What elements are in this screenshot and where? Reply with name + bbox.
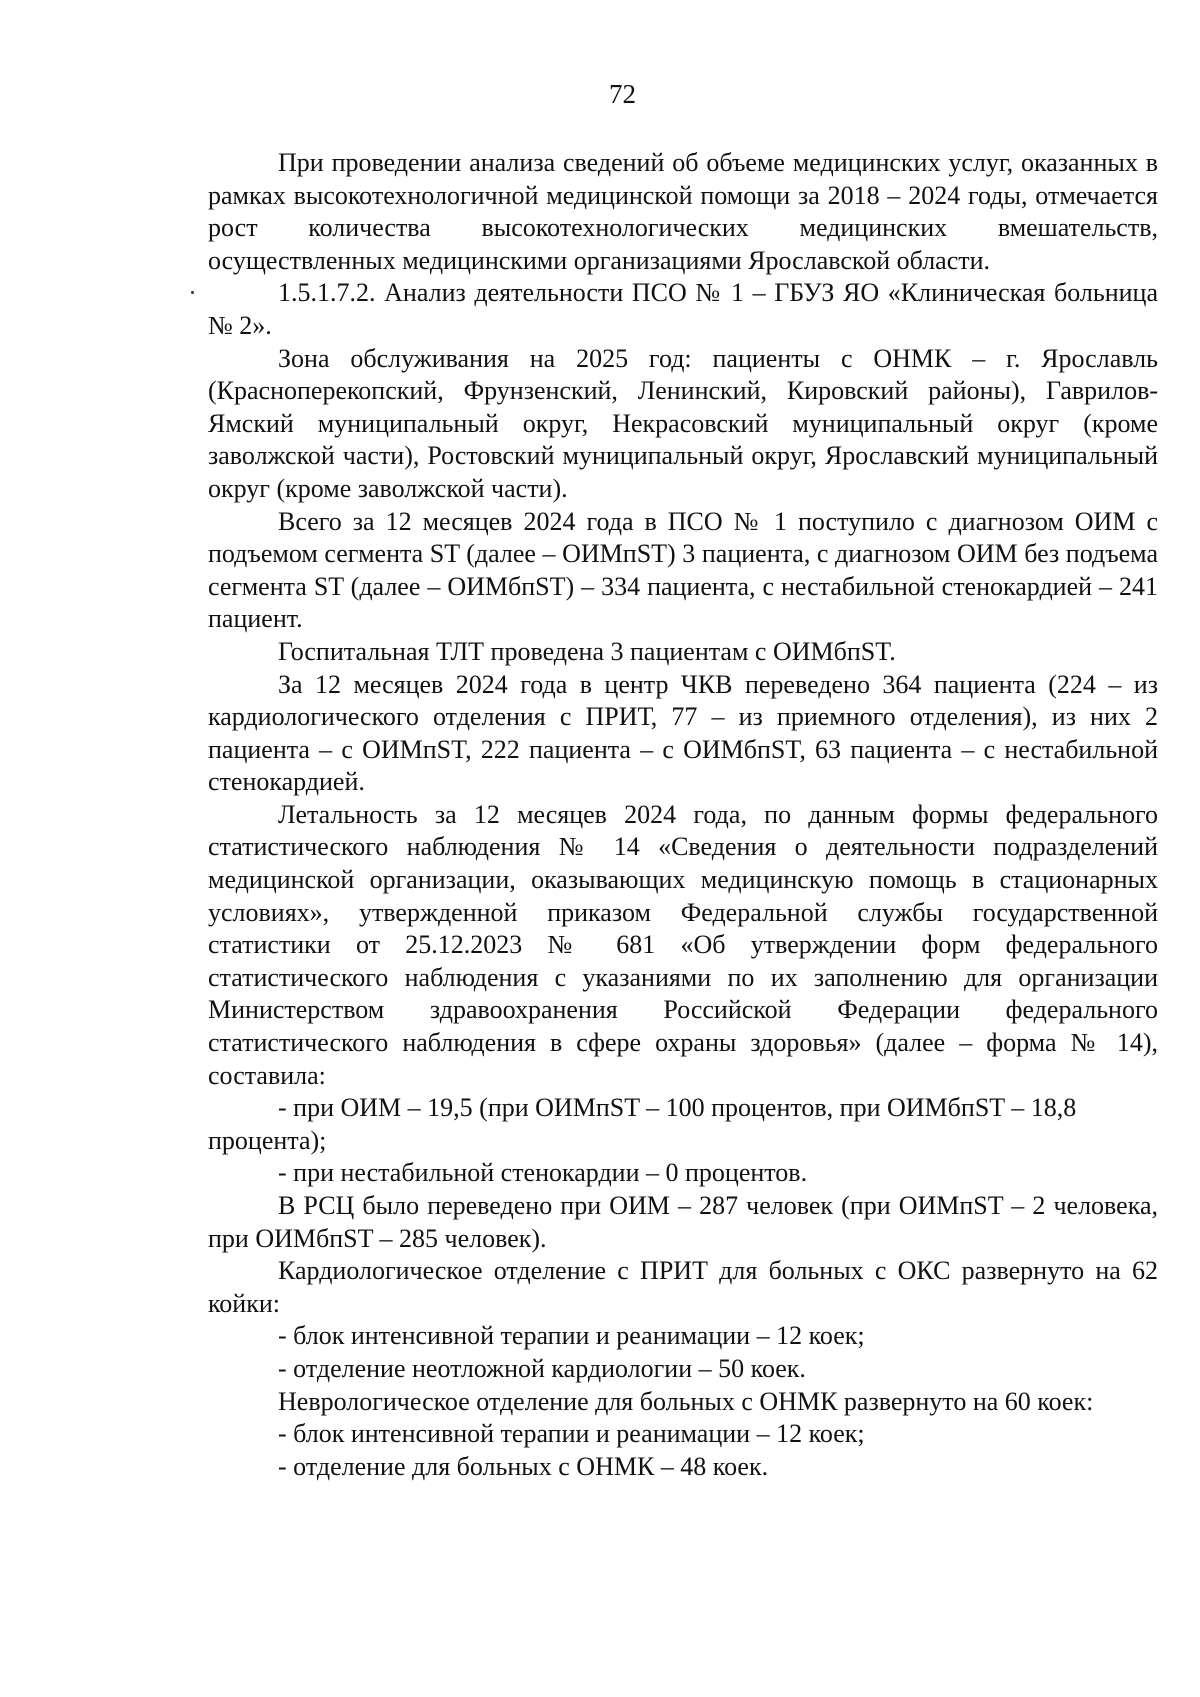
paragraph-mortality: Летальность за 12 месяцев 2024 года, по данным формы федерального статистического наблюдения № 14 «Сведения о деятельности подразделений медицинской организации, оказывающих медицинскую помощь в стационарных условиях», утвержденной приказом Федеральной службы государственной статистики от 25.12.2023 № 681 «Об утверждении форм федерального статистического наблюдения с указаниями по их заполнению для организации Министерством здравоохранения Российской Федерации федерального статистического наблюдения в сфере охраны здоровья» (далее – форма № 14), составила: <box>208 799 1158 1090</box>
paragraph-admissions: Всего за 12 месяцев 2024 года в ПСО № 1 поступило с диагнозом ОИМ с подъемом сегмента ST (далее – ОИМпST) 3 пациента, с диагнозом ОИМ без подъема сегмента ST (далее – ОИМбпST) – 334 пациента, с нестабильной стенокардией – 241 пациент. <box>208 506 1158 634</box>
list-item-stroke-beds: - отделение для больных с ОНМК – 48 коек. <box>278 1451 769 1481</box>
paragraph-service-zone: Зона обслуживания на 2025 год: пациенты с ОНМК – г. Ярославль (Красноперекопский, Фрунзенский, Ленинский, Кировский районы), Гаврилов-Ямский муниципальный округ, Некрасовский муниципальный округ (кроме заволжской части), Ростовский муниципальный округ, Ярославский муниципальный округ (кроме заволжской части). <box>208 343 1158 503</box>
paragraph-cardiology-beds: Кардиологическое отделение с ПРИТ для больных с ОКС развернуто на 62 койки: <box>208 1256 1158 1318</box>
paragraph-tlt: Госпитальная ТЛТ проведена 3 пациентам с ОИМбпST. <box>278 636 896 666</box>
page-number: 72 <box>609 79 636 109</box>
list-item-mortality-angina: - при нестабильной стенокардии – 0 процентов. <box>278 1158 808 1188</box>
paragraph-vmp-analysis: При проведении анализа сведений об объеме медицинских услуг, оказанных в рамках высокотехнологичной медицинской помощи за 2018 – 2024 годы, отмечается рост количества высокотехнологических медицинских вмешательств, осуществленных медицинскими организациями Ярославской области. <box>208 148 1158 275</box>
section-heading-pso1: 1.5.1.7.2. Анализ деятельности ПСО № 1 – ГБУЗ ЯО «Клиническая больница № 2». <box>208 278 1158 340</box>
stray-dot-mark <box>191 291 194 294</box>
paragraph-rsc-transfers: В РСЦ было переведено при ОИМ – 287 человек (при ОИМпST – 2 человека, при ОИМбпST – 285 человек). <box>208 1191 1158 1253</box>
list-item-emergency-cardiology-beds: - отделение неотложной кардиологии – 50 коек. <box>278 1353 806 1383</box>
document-body <box>208 147 1158 1483</box>
paragraph-pci-transfers: За 12 месяцев 2024 года в центр ЧКВ переведено 364 пациента (224 – из кардиологического отделения с ПРИТ, 77 – из приемного отделения), из них 2 пациента – с ОИМпST, 222 пациента – с ОИМбпST, 63 пациента – с нестабильной стенокардией. <box>208 669 1158 797</box>
list-item-cardio-icu-beds: - блок интенсивной терапии и реанимации – 12 коек; <box>278 1321 865 1351</box>
list-item-neuro-icu-beds: - блок интенсивной терапии и реанимации – 12 коек; <box>278 1419 865 1449</box>
list-item-mortality-oim: - при ОИМ – 19,5 (при ОИМпST – 100 процентов, при ОИМбпST – 18,8 процента); <box>208 1093 1077 1155</box>
paragraph-neurology-beds: Неврологическое отделение для больных с ОНМК развернуто на 60 коек: <box>278 1386 1094 1416</box>
